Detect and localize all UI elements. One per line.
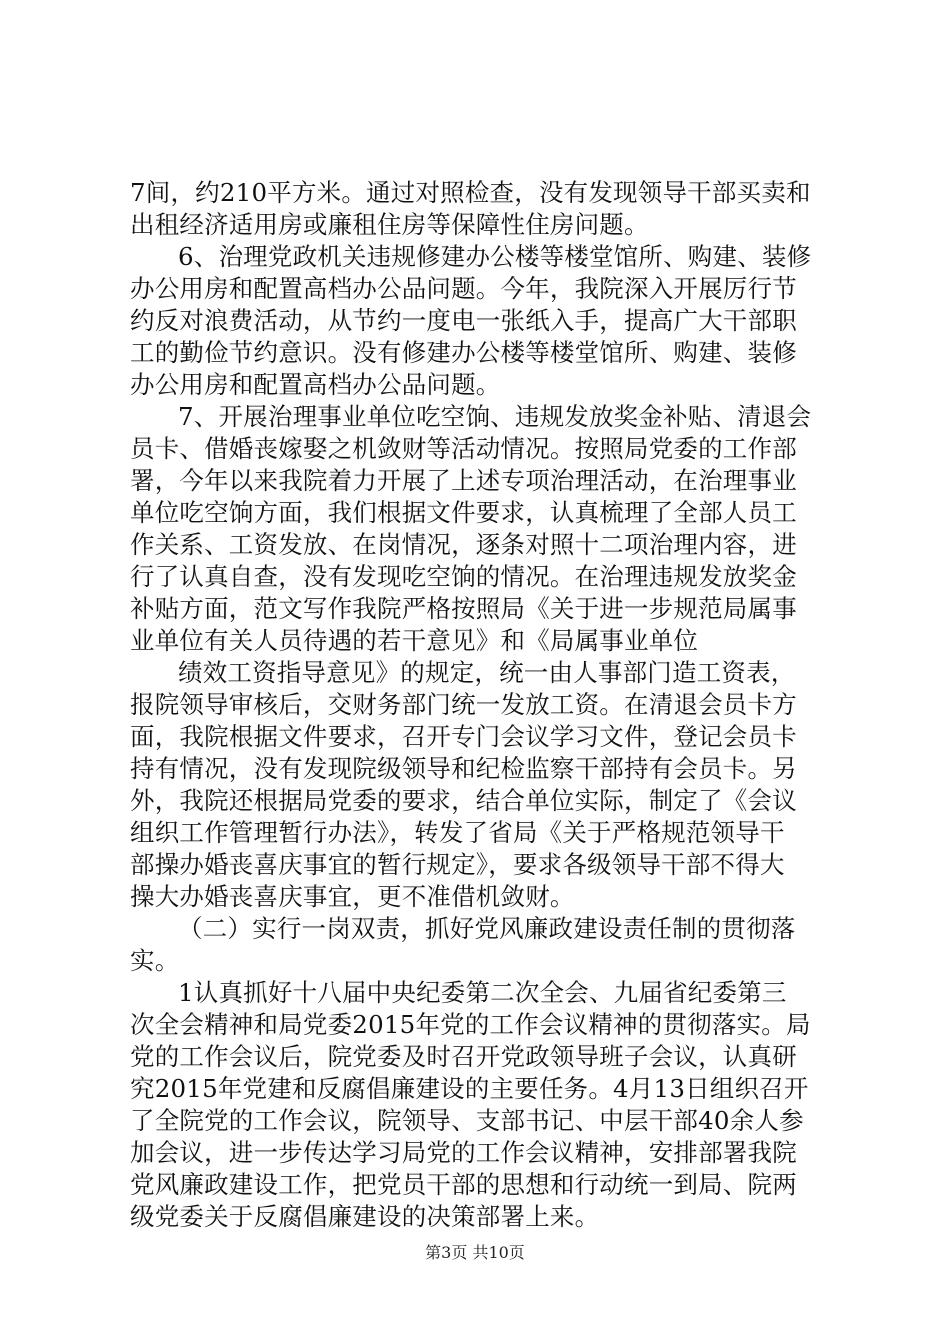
text-line: 操大办婚丧喜庆事宜，更不准借机敛财。 (130, 882, 575, 911)
text-line: 究2015年党建和反腐倡廉建设的主要任务。4月13日组织召开 (130, 1074, 809, 1103)
text-line: 了全院党的工作会议，院领导、支部书记、中层干部40余人参 (130, 1106, 804, 1135)
text-line: 作关系、工资发放、在岗情况，逐条对照十二项治理内容，进 (130, 530, 797, 559)
text-line: 外，我院还根据局党委的要求，结合单位实际，制定了《会议 (130, 786, 797, 815)
text-line: 6、治理党政机关违规修建办公楼等楼堂馆所、购建、装修 (178, 242, 812, 271)
text-line: 次全会精神和局党委2015年党的工作会议精神的贯彻落实。局 (130, 1010, 811, 1039)
text-line: 组织工作管理暂行办法》，转发了省局《关于严格规范领导干 (130, 818, 785, 847)
text-line: 单位吃空饷方面，我们根据文件要求，认真梳理了全部人员工 (130, 498, 797, 527)
section-heading: （二）实行一岗双责，抓好党风廉政建设责任制的贯彻落 (178, 914, 796, 943)
text-line: 加会议，进一步传达学习局党的工作会议精神，安排部署我院 (130, 1138, 797, 1167)
text-line: 行了认真自查，没有发现吃空饷的情况。在治理违规发放奖金 (130, 562, 797, 591)
text-line: 约反对浪费活动，从节约一度电一张纸入手，提高广大干部职 (130, 306, 797, 335)
text-line: 报院领导审核后，交财务部门统一发放工资。在清退会员卡方 (130, 690, 797, 719)
text-line: 党风廉政建设工作，把党员干部的思想和行动统一到局、院两 (130, 1170, 797, 1199)
text-line: 7间，约210平方米。通过对照检查，没有发现领导干部买卖和 (130, 178, 811, 207)
text-line: 工的勤俭节约意识。没有修建办公楼等楼堂馆所、购建、装修 (130, 338, 797, 367)
text-line: 署，今年以来我院着力开展了上述专项治理活动，在治理事业 (130, 466, 797, 495)
text-line: 办公用房和配置高档办公品问题。 (130, 370, 501, 399)
page-number: 第3页 共10页 (425, 1243, 525, 1262)
text-line: 业单位有关人员待遇的若干意见》和《局属事业单位 (130, 626, 699, 655)
text-line: 1认真抓好十八届中央纪委第二次全会、九届省纪委第三 (178, 978, 787, 1007)
text-line: 持有情况，没有发现院级领导和纪检监察干部持有会员卡。另 (130, 754, 797, 783)
text-line: 7、开展治理事业单位吃空饷、违规发放奖金补贴、清退会 (178, 402, 812, 431)
text-line: 部操办婚丧喜庆事宜的暂行规定》，要求各级领导干部不得大 (130, 850, 785, 879)
text-line: 员卡、借婚丧嫁娶之机敛财等活动情况。按照局党委的工作部 (130, 434, 797, 463)
text-line: 实。 (130, 946, 180, 975)
text-line: 出租经济适用房或廉租住房等保障性住房问题。 (130, 210, 649, 239)
text-line: 级党委关于反腐倡廉建设的决策部署上来。 (130, 1202, 600, 1231)
text-line: 绩效工资指导意见》的规定，统一由人事部门造工资表， (178, 658, 796, 687)
text-line: 党的工作会议后，院党委及时召开党政领导班子会议，认真研 (130, 1042, 797, 1071)
text-line: 补贴方面，范文写作我院严格按照局《关于进一步规范局属事 (130, 594, 797, 623)
text-line: 办公用房和配置高档办公品问题。今年，我院深入开展厉行节 (130, 274, 797, 303)
text-line: 面，我院根据文件要求，召开专门会议学习文件，登记会员卡 (130, 722, 797, 751)
